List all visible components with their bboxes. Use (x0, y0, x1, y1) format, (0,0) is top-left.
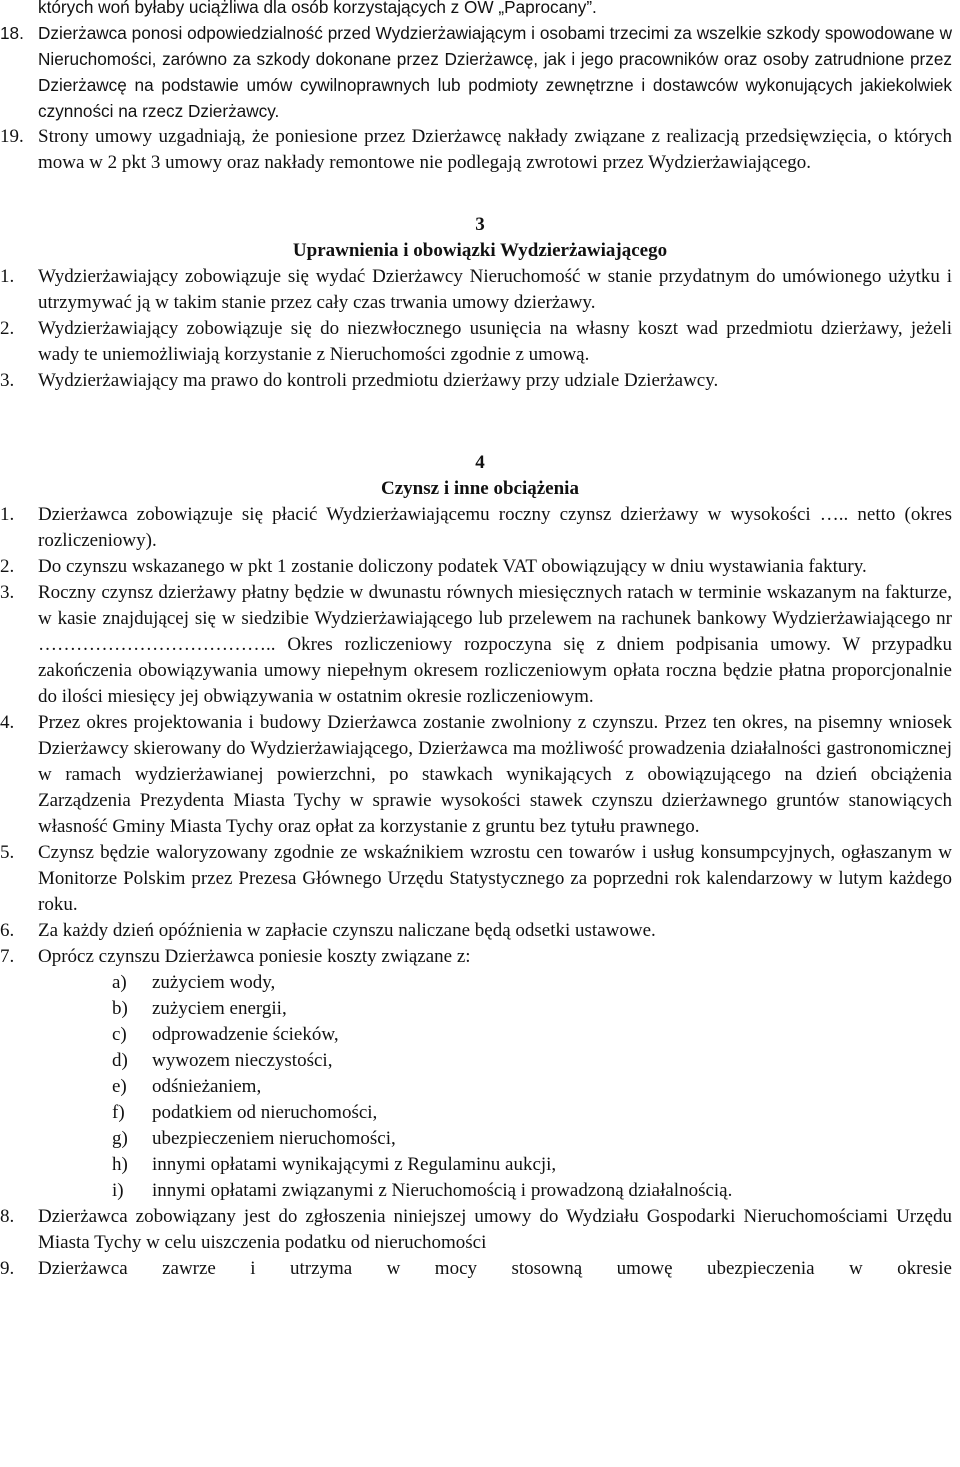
paragraph-number: 19. (0, 126, 24, 147)
s4-item-8 (0, 1204, 960, 1256)
s4-item-2 (0, 554, 960, 580)
item-text: Czynsz będzie waloryzowany zgodnie ze wskaźnikiem wzrostu cen towarów i usług konsumpcyjnych, ogłaszanym w Monitorze Polskim przez Prezesa Głównego Urzędu Statystycznego za poprzedni rok kalendarzowy w lutym każdego roku. (38, 842, 952, 915)
item-number: 9. (0, 1258, 15, 1279)
sub-item-a (0, 970, 960, 996)
item-text: Wydzierżawiający zobowiązuje się wydać Dzierżawcy Nieruchomość w stanie przydatnym do umówionego użytku i utrzymywać ją w takim stanie przez cały czas trwania umowy dzierżawy. (38, 266, 952, 313)
section-3-heading (0, 212, 960, 264)
sub-item-letter: d) (112, 1050, 128, 1071)
item-text: Oprócz czynszu Dzierżawca poniesie koszty związane z: (38, 946, 471, 967)
section-3-number: 3 (475, 214, 485, 235)
sub-item-text: ubezpieczeniem nieruchomości, (152, 1128, 396, 1149)
item-text: Za każdy dzień opóźnienia w zapłacie czynszu naliczane będą odsetki ustawowe. (38, 920, 656, 941)
sub-item-text: zużyciem wody, (152, 972, 276, 993)
sub-item-letter: a) (112, 972, 127, 993)
sub-item-text: zużyciem energii, (152, 998, 287, 1019)
item-text: Dzierżawca zobowiązuje się płacić Wydzierżawiającemu roczny czynsz dzierżawy w wysokości ….. netto (okres rozliczeniowy). (38, 504, 952, 551)
item-text: Przez okres projektowania i budowy Dzierżawca zostanie zwolniony z czynszu. Przez ten okres, na pisemny wniosek Dzierżawcy skierowany do Wydzierżawiającego, Dzierżawca ma możliwość prowadzenia działalności gastronomicznej w ramach wydzierżawianej powierzchni, po stawkach wynikających z obowiązującego na dzień obciążenia Zarządzenia Prezydenta Miasta Tychy w sprawie wysokości stawek czynszu dzierżawnego gruntów stanowiących własność Gminy Miasta Tychy oraz opłat za korzystanie z gruntu bez tytułu prawnego. (38, 712, 952, 837)
sub-item-text: odśnieżaniem, (152, 1076, 262, 1097)
sub-item-text: innymi opłatami wynikającymi z Regulaminu aukcji, (152, 1154, 557, 1175)
section-4-title: Czynsz i inne obciążenia (381, 478, 579, 499)
item-text: Dzierżawca zobowiązany jest do zgłoszenia niniejszej umowy do Wydziału Gospodarki Nieruchomościami Urzędu Miasta Tychy w celu uiszczenia podatku od nieruchomości (38, 1206, 952, 1253)
sub-item-text: odprowadzenie ścieków, (152, 1024, 339, 1045)
paragraph-text: Strony umowy uzgadniają, że poniesione przez Dzierżawcę nakłady związane z realizacją przedsięwzięcia, o których mowa w 2 pkt 3 umowy oraz nakłady remontowe nie podlegają zwrotowi przez Wydzierżawiającego. (38, 126, 952, 173)
section-4-number: 4 (475, 452, 485, 473)
sub-item-g (0, 1126, 960, 1152)
sub-item-d (0, 1048, 960, 1074)
sub-item-letter: b) (112, 998, 128, 1019)
section-3-title: Uprawnienia i obowiązki Wydzierżawiającego (292, 240, 668, 261)
paragraph-18 (0, 20, 960, 124)
s3-item-1 (0, 264, 960, 316)
s3-item-3 (0, 368, 960, 394)
item-text: Wydzierżawiający zobowiązuje się do niezwłocznego usunięcia na własny koszt wad przedmiotu dzierżawy, jeżeli wady te uniemożliwiają korzystanie z Nieruchomości zgodnie z umową. (38, 318, 952, 365)
s4-item-7 (0, 944, 960, 970)
paragraph-number: 18. (0, 23, 24, 43)
paragraph-text: Dzierżawca ponosi odpowiedzialność przed Wydzierżawiającym i osobami trzecimi za wszelkie szkody spowodowane w Nieruchomości, zarówno za szkody dokonane przez Dzierżawcę, jak i jego pracowników oraz osoby zatrudnione przez Dzierżawcę na podstawie umów cywilnoprawnych lub podmioty zewnętrzne i dostawców wykonujących jakiekolwiek czynności na rzecz Dzierżawcy. (38, 23, 952, 121)
item-text: Dzierżawca zawrze i utrzyma w mocy stosowną umowę ubezpieczenia w okresie (38, 1258, 952, 1279)
item-number: 2. (0, 318, 15, 339)
sub-item-i (0, 1178, 960, 1204)
s4-item-6 (0, 918, 960, 944)
sub-item-b (0, 996, 960, 1022)
sub-item-f (0, 1100, 960, 1126)
s4-item-3 (0, 580, 960, 710)
cost-sub-list (0, 970, 960, 1204)
sub-item-text: podatkiem od nieruchomości, (152, 1102, 378, 1123)
sub-item-letter: g) (112, 1128, 128, 1149)
item-number: 6. (0, 920, 15, 941)
item-number: 3. (0, 582, 15, 603)
top-line (0, 0, 960, 20)
item-text: Roczny czynsz dzierżawy płatny będzie w dwunastu równych miesięcznych ratach w terminie wskazanym na fakturze, w kasie znajdującej się w siedzibie Wydzierżawiającego lub przelewem na rachunek bankowy Wydzierżawiającego nr ……………………………….. Okres rozliczeniowy rozpoczyna się z dniem podpisania umowy. W przypadku zakończenia obowiązywania umowy niepełnym okresem rozliczeniowym opłata roczna będzie płatna proporcjonalnie do ilości miesięcy jej obwiązywania w ostatnim okresie rozliczeniowym. (38, 582, 952, 707)
sub-item-letter: f) (112, 1102, 125, 1123)
sub-item-c (0, 1022, 960, 1048)
item-number: 2. (0, 556, 15, 577)
s4-item-4 (0, 710, 960, 840)
item-number: 7. (0, 946, 15, 967)
sub-item-letter: c) (112, 1024, 127, 1045)
top-line-text: których woń byłaby uciążliwa dla osób korzystających z OW „Paprocany”. (38, 0, 597, 17)
sub-item-text: innymi opłatami związanymi z Nieruchomością i prowadzoną działalnością. (152, 1180, 733, 1201)
item-number: 3. (0, 370, 15, 391)
sub-item-text: wywozem nieczystości, (152, 1050, 333, 1071)
item-number: 5. (0, 842, 15, 863)
sub-item-e (0, 1074, 960, 1100)
s4-item-1 (0, 502, 960, 554)
item-number: 8. (0, 1206, 15, 1227)
paragraph-19 (0, 124, 960, 176)
sub-item-letter: e) (112, 1076, 127, 1097)
item-number: 1. (0, 504, 15, 525)
s3-item-2 (0, 316, 960, 368)
sub-item-h (0, 1152, 960, 1178)
section-4-heading (0, 450, 960, 502)
item-text: Wydzierżawiający ma prawo do kontroli przedmiotu dzierżawy przy udziale Dzierżawcy. (38, 370, 719, 391)
sub-item-letter: h) (112, 1154, 128, 1175)
s4-item-5 (0, 840, 960, 918)
item-number: 1. (0, 266, 15, 287)
sub-item-letter: i) (112, 1180, 124, 1201)
item-text: Do czynszu wskazanego w pkt 1 zostanie doliczony podatek VAT obowiązujący w dniu wystawiania faktury. (38, 556, 867, 577)
item-number: 4. (0, 712, 15, 733)
s4-item-9 (0, 1256, 960, 1282)
